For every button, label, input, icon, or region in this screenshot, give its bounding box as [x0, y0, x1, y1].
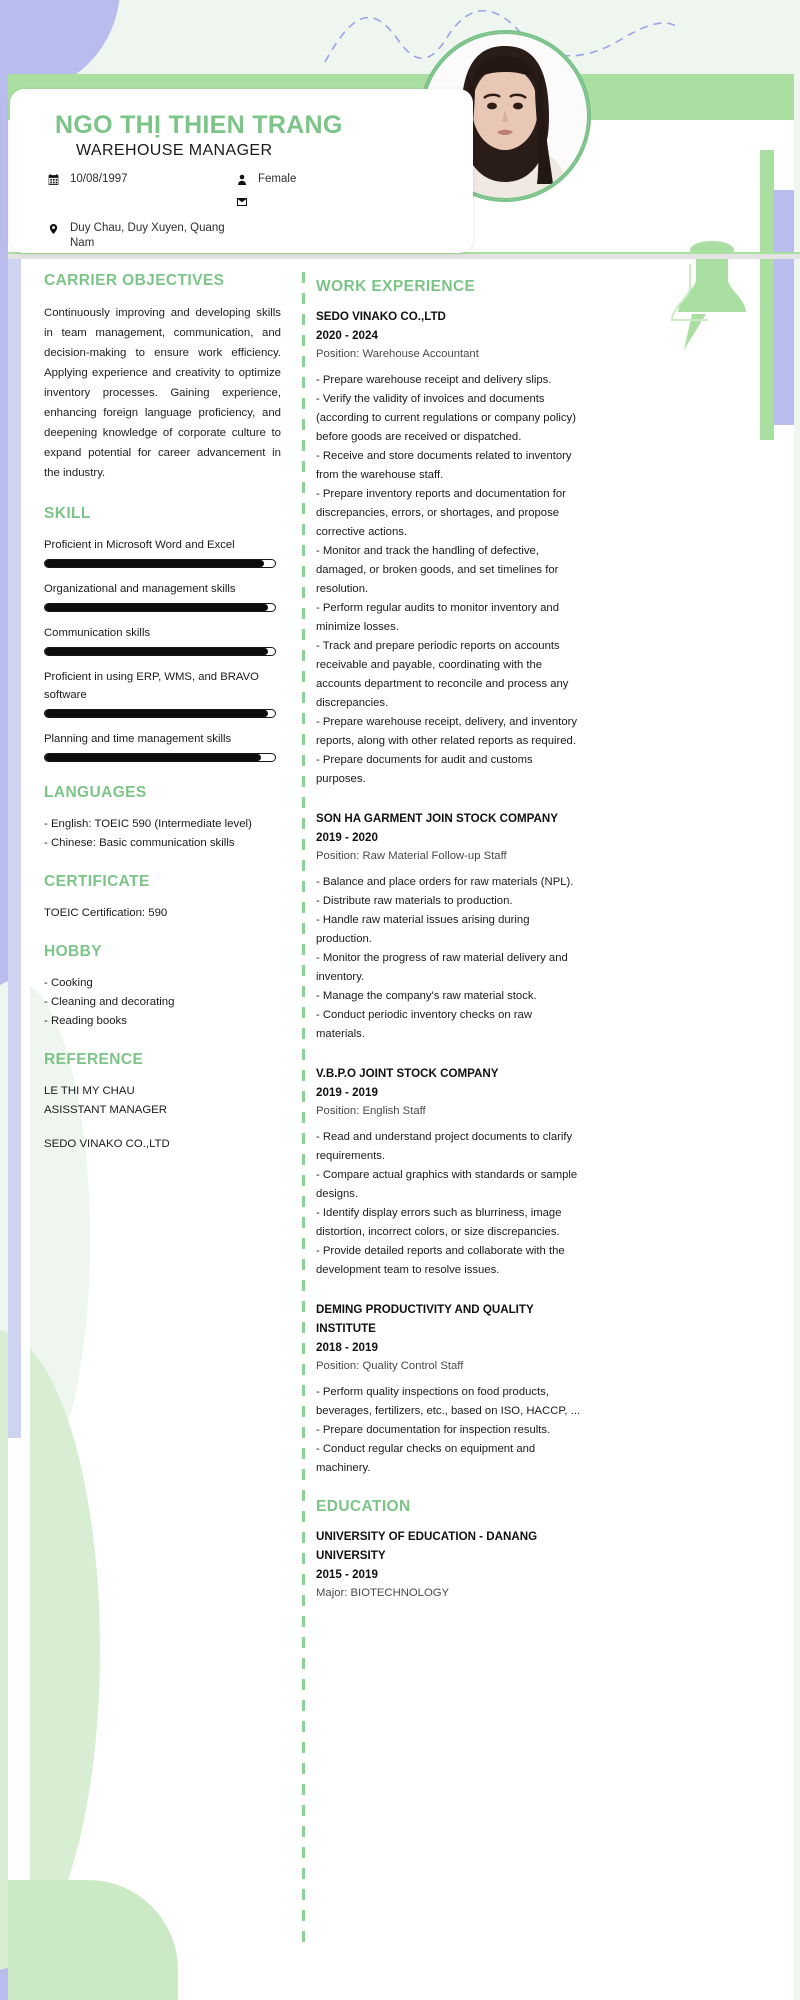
- skill-list: [44, 536, 281, 762]
- job-bullet: - Distribute raw materials to production.: [316, 895, 513, 907]
- work-experience-entry: [316, 1300, 583, 1478]
- work-experience-list: [316, 307, 583, 1478]
- job-bullet: - Conduct regular checks on equipment and machinery.: [316, 1443, 536, 1474]
- column-dashed-divider: [302, 272, 305, 1952]
- skill-progress-bar: [44, 559, 276, 568]
- envelope-icon: [234, 195, 249, 211]
- job-bullet: - Perform regular audits to monitor inventory and minimize losses.: [316, 602, 559, 633]
- right-edge-mint-decoration: [794, 0, 800, 2000]
- job-company: DEMING PRODUCTIVITY AND QUALITY INSTITUTE: [316, 1303, 534, 1335]
- job-bullet-list: [316, 1383, 583, 1478]
- education-school: UNIVERSITY OF EDUCATION - DANANG UNIVERSITY: [316, 1530, 538, 1562]
- job-bullet: - Prepare warehouse receipt, delivery, and inventory reports, along with other related reports as required.: [316, 716, 578, 747]
- header-card: [10, 89, 473, 253]
- job-bullet: - Handle raw material issues arising during production.: [316, 914, 530, 945]
- page-title: NGO THỊ THIEN TRANG: [55, 111, 343, 139]
- push-pin-icon: [656, 230, 752, 358]
- job-bullet: - Track and prepare periodic reports on accounts receivable and payable, coordinating with the accounts department to reconcile and process any discrepancies.: [316, 640, 569, 709]
- person-icon: [234, 172, 249, 188]
- section-heading-certificate: CERTIFICATE: [44, 873, 150, 890]
- job-position: Position: Warehouse Accountant: [316, 348, 479, 360]
- skill-progress-bar: [44, 753, 276, 762]
- hobby-item: - Cleaning and decorating: [44, 996, 175, 1008]
- education-major: Major: BIOTECHNOLOGY: [316, 1587, 450, 1599]
- job-company: SEDO VINAKO CO.,LTD: [316, 310, 446, 323]
- contact-email: [234, 195, 258, 211]
- skill-progress-bar: [44, 709, 276, 718]
- skill-label: Organizational and management skills: [44, 583, 236, 595]
- education-entry: [316, 1527, 583, 1603]
- job-bullet-list: [316, 873, 583, 1044]
- section-heading-languages: LANGUAGES: [44, 784, 147, 801]
- job-company: V.B.P.O JOINT STOCK COMPANY: [316, 1067, 499, 1080]
- skill-progress-fill: [45, 754, 261, 761]
- job-bullet: - Balance and place orders for raw materials (NPL).: [316, 876, 574, 888]
- hobby-item: - Reading books: [44, 1015, 127, 1027]
- job-years: 2018 - 2019: [316, 1341, 378, 1354]
- gender-value: Female: [258, 173, 297, 185]
- work-experience-entry: [316, 307, 583, 789]
- job-years: 2019 - 2020: [316, 831, 378, 844]
- skill-label: Planning and time management skills: [44, 733, 232, 745]
- language-item: - English: TOEIC 590 (Intermediate level): [44, 818, 252, 830]
- job-bullet: - Manage the company's raw material stock.: [316, 990, 537, 1002]
- job-title: WAREHOUSE MANAGER: [76, 142, 273, 159]
- job-years: 2020 - 2024: [316, 329, 378, 342]
- job-position: Position: Quality Control Staff: [316, 1360, 464, 1372]
- sidebar-column: [44, 272, 281, 1154]
- work-experience-entry: [316, 809, 583, 1044]
- job-bullet: - Compare actual graphics with standards or sample designs.: [316, 1169, 578, 1200]
- hobby-list: [44, 974, 281, 1031]
- header-divider-shadow: [8, 254, 800, 259]
- section-heading-hobby: HOBBY: [44, 943, 102, 960]
- skill-progress-bar: [44, 603, 276, 612]
- job-bullet: - Monitor and track the handling of defective, damaged, or broken goods, and set timelines for resolution.: [316, 545, 559, 595]
- contact-address: [46, 221, 230, 251]
- certificate-list: [44, 904, 281, 923]
- skill-progress-fill: [45, 710, 268, 717]
- skill-label: Proficient in using ERP, WMS, and BRAVO software: [44, 671, 259, 701]
- job-bullet: - Prepare documentation for inspection results.: [316, 1424, 551, 1436]
- address-value: Duy Chau, Duy Xuyen, Quang Nam: [70, 222, 225, 249]
- section-heading-objectives: CARRIER OBJECTIVES: [44, 272, 225, 289]
- section-heading-reference: REFERENCE: [44, 1051, 144, 1068]
- right-green-rail-decoration: [760, 150, 774, 440]
- job-bullet: - Provide detailed reports and collaborate with the development team to resolve issues.: [316, 1245, 565, 1276]
- skill-item: [44, 668, 281, 718]
- skill-label: Communication skills: [44, 627, 151, 639]
- skill-progress-fill: [45, 560, 264, 567]
- job-position: Position: Raw Material Follow-up Staff: [316, 850, 507, 862]
- job-bullet: - Prepare warehouse receipt and delivery slips.: [316, 374, 552, 386]
- job-bullet: - Receive and store documents related to inventory from the warehouse staff.: [316, 450, 572, 481]
- language-item: - Chinese: Basic communication skills: [44, 837, 235, 849]
- section-heading-work-experience: WORK EXPERIENCE: [316, 278, 476, 295]
- bottom-green-decoration: [8, 1880, 178, 2000]
- skill-progress-bar: [44, 647, 276, 656]
- calendar-icon: [46, 172, 61, 188]
- reference-role: ASISSTANT MANAGER: [44, 1104, 167, 1116]
- job-years: 2019 - 2019: [316, 1086, 378, 1099]
- job-bullet: - Monitor the progress of raw material delivery and inventory.: [316, 952, 568, 983]
- contact-dob: [46, 172, 234, 188]
- job-bullet: - Verify the validity of invoices and documents (according to current regulations or company policy) before goods are received or dispatched.: [316, 393, 576, 443]
- section-heading-skill: SKILL: [44, 505, 91, 522]
- skill-progress-fill: [45, 604, 268, 611]
- skill-item: [44, 730, 281, 762]
- contact-info: [46, 172, 466, 251]
- job-bullet-list: [316, 1128, 583, 1280]
- location-pin-icon: [46, 221, 61, 237]
- job-bullet: - Perform quality inspections on food products, beverages, fertilizers, etc., based on ISO, HACCP, ...: [316, 1386, 581, 1417]
- skill-label: Proficient in Microsoft Word and Excel: [44, 539, 235, 551]
- work-experience-entry: [316, 1064, 583, 1280]
- reference-company: SEDO VINAKO CO.,LTD: [44, 1138, 170, 1150]
- job-company: SON HA GARMENT JOIN STOCK COMPANY: [316, 812, 558, 825]
- skill-item: [44, 624, 281, 656]
- skill-progress-fill: [45, 648, 268, 655]
- job-bullet: - Prepare inventory reports and documentation for discrepancies, errors, or shortages, and propose corrective actions.: [316, 488, 566, 538]
- hobby-item: - Cooking: [44, 977, 93, 989]
- job-bullet: - Read and understand project documents to clarify requirements.: [316, 1131, 573, 1162]
- dob-value: 10/08/1997: [70, 173, 128, 185]
- job-bullet: - Prepare documents for audit and customs purposes.: [316, 754, 533, 785]
- job-position: Position: English Staff: [316, 1105, 426, 1117]
- main-column: [316, 278, 583, 1623]
- reference-name: LE THI MY CHAU: [44, 1085, 135, 1097]
- job-bullet-list: [316, 371, 583, 789]
- job-bullet: - Conduct periodic inventory checks on raw materials.: [316, 1009, 532, 1040]
- skill-item: [44, 580, 281, 612]
- left-lavender-strip-decoration: [8, 258, 21, 1438]
- contact-gender: [234, 172, 296, 188]
- skill-item: [44, 536, 281, 568]
- certificate-item: TOEIC Certification: 590: [44, 907, 168, 919]
- job-bullet: - Identify display errors such as blurriness, image distortion, incorrect colors, or size discrepancies.: [316, 1207, 562, 1238]
- section-heading-education: EDUCATION: [316, 1498, 411, 1515]
- objectives-text: Continuously improving and developing skills in team management, communication, and decision-making to ensure work efficiency. Applying experience and creativity to optimize inventory processes. Gaining experience, enhancing foreign language proficiency, and deepening knowledge of corporate culture to expand potential for career advancement in the industry.: [44, 307, 281, 479]
- languages-list: [44, 815, 281, 853]
- education-years: 2015 - 2019: [316, 1568, 378, 1581]
